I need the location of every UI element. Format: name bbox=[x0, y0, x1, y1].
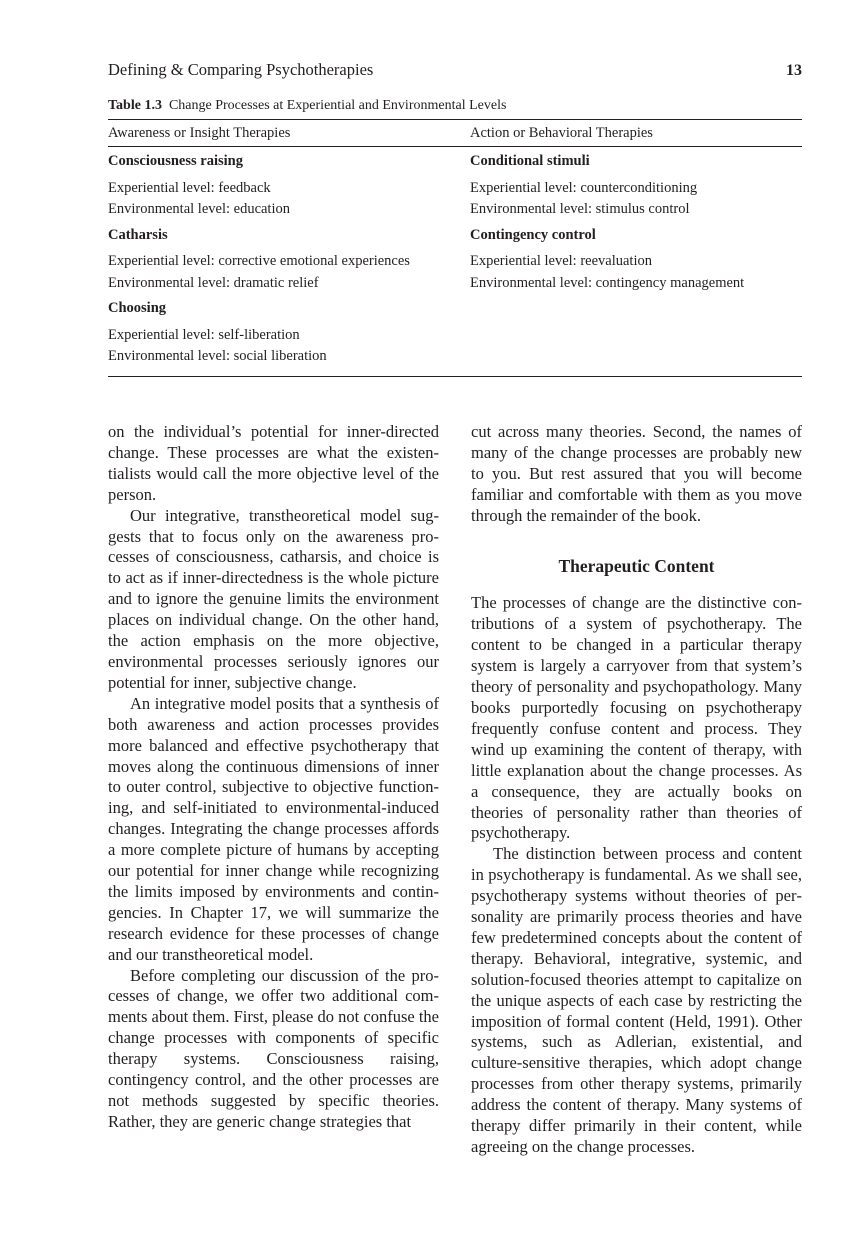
table-cell: Environmental level: contingency management bbox=[470, 274, 745, 291]
table-cell: Environmental level: education bbox=[108, 201, 290, 217]
table-cell: Experiential level: counterconditioning bbox=[470, 179, 698, 196]
table-row bbox=[108, 225, 802, 247]
table-row bbox=[108, 325, 802, 347]
paragraph: Before completing our discussion of the processes of change, we offer two additional comments about them. First, please do not confuse the change processes with components of specific therapy systems. Consciousness raising, contingency control, and the other processes are not methods suggested by specific theories. Rather, they are generic change strategies that bbox=[108, 965, 439, 1131]
table-caption-text: Change Processes at Experiential and Environmental Levels bbox=[168, 98, 507, 113]
paragraph: An integrative model posits that a synthesis of both awareness and action processes provides more balanced and effective psychotherapy that moves along the continuous dimensions of inner to outer control, subjective to objective functioning, and self-initiated to environmental-induced changes. Integrating the change processes affords a more complete picture of humans by accepting our potential for inner change while recognizing the limits imposed by environments and contingencies. In Chapter 17, we will summarize the research evidence for these processes of change and our transtheoretical model. bbox=[108, 693, 439, 964]
table-cell: Environmental level: social liberation bbox=[108, 348, 327, 364]
category-title: Choosing bbox=[108, 300, 167, 316]
table-cell: Experiential level: self-liberation bbox=[108, 326, 300, 343]
paragraph: The distinction between process and content in psychotherapy is fundamental. As we shall see, psychotherapy systems without theories of personality are primarily process theories and have few predetermined concepts about the content of therapy. Behavioral, integrative, systemic, and solution-focused theories attempt to capitalize on the unique aspects of each case by restricting the imposition of formal content (Held, 1991). Other systems, such as Adlerian, existential, and culture-sensitive therapies, which adopt change processes from other therapy systems, primarily address the content of therapy. Many systems of therapy differ primarily in their content, while agreeing on the change processes. bbox=[471, 844, 802, 1156]
table-label: Table 1.3 bbox=[108, 98, 162, 113]
table-row bbox=[108, 273, 802, 295]
category-title: Contingency control bbox=[470, 226, 596, 243]
running-head bbox=[108, 60, 802, 80]
section-heading: Therapeutic Content bbox=[558, 555, 715, 576]
left-column bbox=[108, 422, 439, 1158]
page-number: 13 bbox=[786, 62, 802, 79]
table-cell: Experiential level: reevaluation bbox=[470, 253, 652, 269]
table-header-awareness: Awareness or Insight Therapies bbox=[108, 125, 291, 141]
table-cell: Experiential level: corrective emotional experiences bbox=[108, 253, 410, 269]
running-head-title: Defining & Comparing Psychotherapies bbox=[108, 60, 374, 79]
body-columns bbox=[108, 422, 802, 1158]
table-row bbox=[108, 346, 802, 368]
table-body bbox=[108, 147, 802, 376]
table-bottom-rule bbox=[108, 376, 802, 377]
table-cell: Environmental level: dramatic relief bbox=[108, 274, 319, 291]
paragraph: Our integrative, transtheoretical model suggests that to focus only on the awareness processes of consciousness, catharsis, and choice is to act as if inner-directedness is the whole picture and to ignore the genuine limits the environment places on individual change. On the other hand, the action emphasis on the more objective, environmental processes seriously ignores our potential for inner, subjective change. bbox=[108, 505, 439, 692]
table-row bbox=[108, 251, 802, 273]
table-cell: Environmental level: stimulus control bbox=[470, 201, 690, 217]
paragraph: on the individual’s potential for inner-directed change. These processes are what the existentialists would call the more objective level of the person. bbox=[108, 422, 439, 504]
table-row bbox=[108, 178, 802, 200]
table-row bbox=[108, 151, 802, 173]
table-row bbox=[108, 199, 802, 221]
category-title: Catharsis bbox=[108, 226, 168, 243]
category-title: Conditional stimuli bbox=[470, 153, 590, 169]
category-title: Consciousness raising bbox=[108, 153, 243, 169]
table-header-action: Action or Behavioral Therapies bbox=[470, 125, 653, 141]
paragraph: cut across many theories. Second, the names of many of the change processes are probably new to you. But rest assured that you will become familiar and comfortable with them as you move through the remainder of the book. bbox=[471, 422, 802, 525]
paragraph: The processes of change are the distinctive contributions of a system of psychotherapy. The content to be changed in a particular therapy system is largely a carryover from that system’s theory of personality and psychopathology. Many books purportedly focusing on psychotherapy frequently confuse content and process. They wind up examining the content of therapy, with little explanation about the change processes. As a consequence, they are actually books on theories of personality rather than theories of psychotherapy. bbox=[471, 593, 802, 843]
table-header-row bbox=[108, 120, 802, 146]
right-column bbox=[471, 422, 802, 1158]
table-caption bbox=[108, 98, 802, 114]
change-processes-table bbox=[108, 98, 802, 377]
table-cell: Experiential level: feedback bbox=[108, 179, 271, 196]
table-row bbox=[108, 298, 802, 320]
